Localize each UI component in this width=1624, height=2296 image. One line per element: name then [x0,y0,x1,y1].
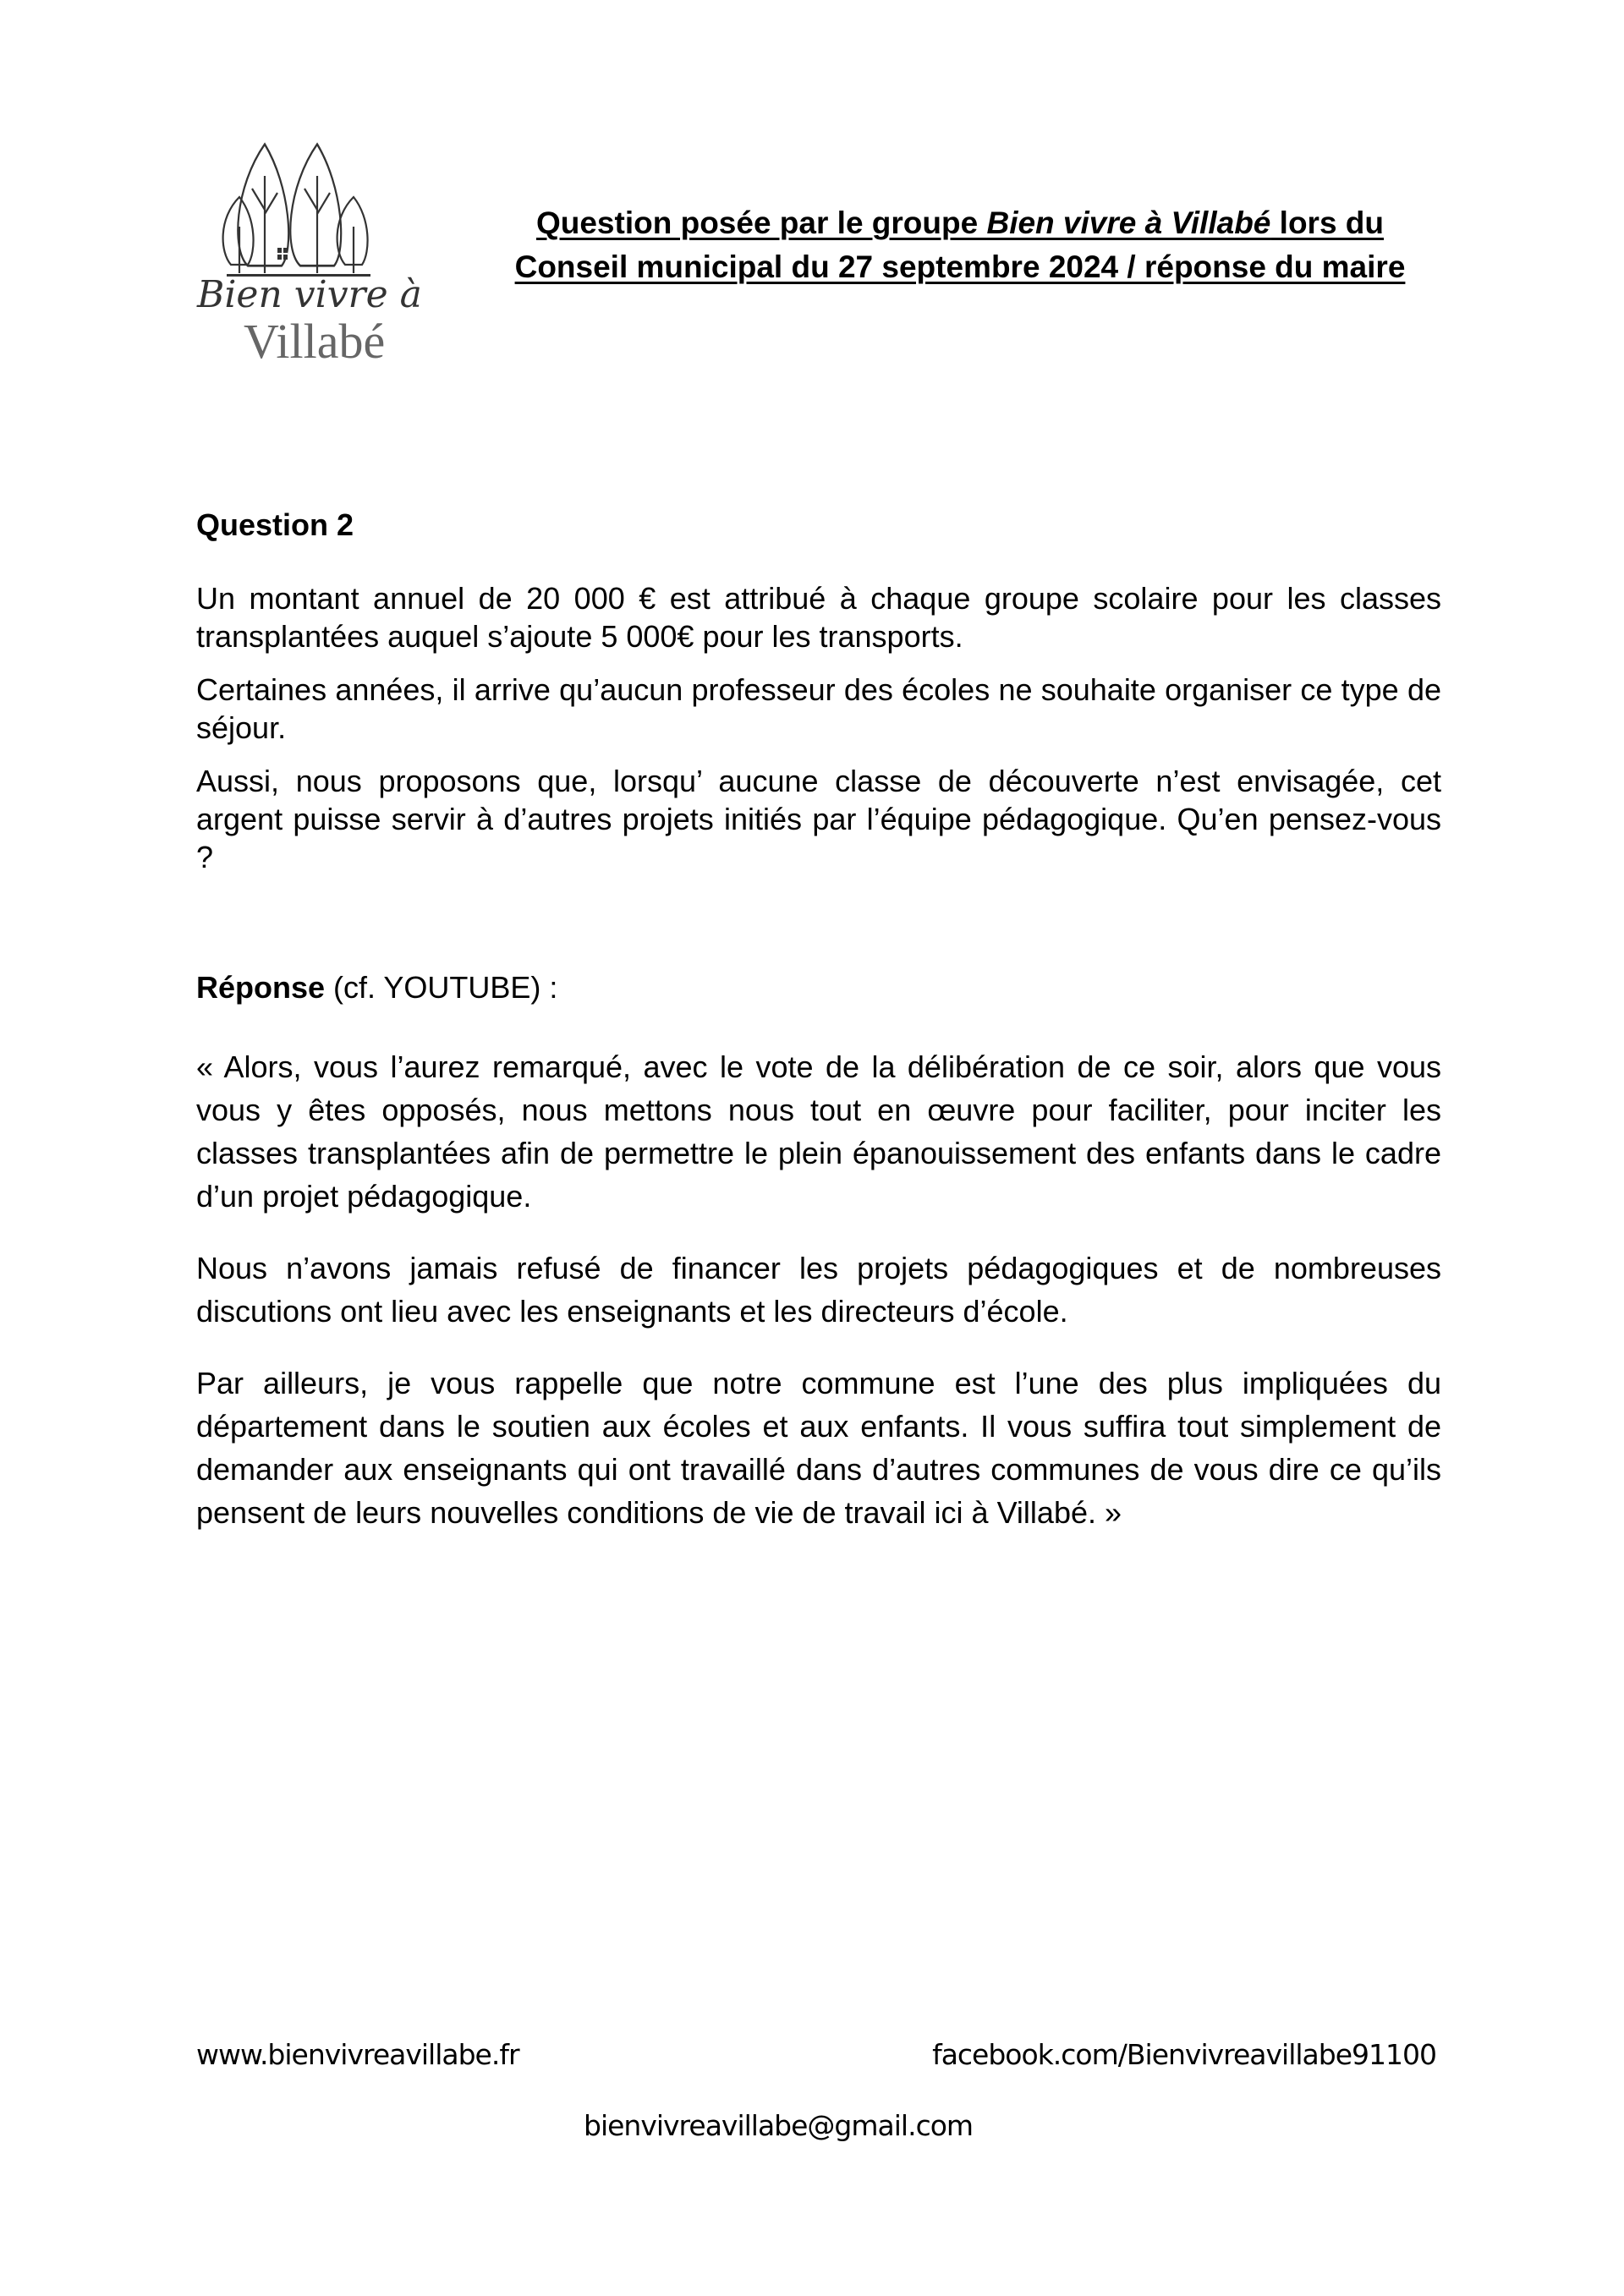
email-link[interactable]: bienvivreavillabe@gmail.com [584,2109,974,2142]
facebook-link[interactable]: facebook.com/Bienvivreavillabe91100 [932,2038,1436,2071]
document-title: Question posée par le groupe Bien vivre à Villabé lors du Conseil municipal du 27 septembre 2024 / réponse du maire [514,205,1406,284]
response-paragraph: « Alors, vous l’aurez remarqué, avec le vote de la délibération de ce soir, alors que vous vous y êtes opposés, nous mettons nous tout en œuvre pour faciliter, pour inciter les classes transplantées afin de permettre le plein épanouissement des enfants dans le cadre d’un projet pédagogique. [196,1049,1441,1214]
svg-text:Bien vivre à: Bien vivre à [197,273,422,316]
svg-text:Villabé: Villabé [244,314,386,366]
response-paragraph: Par ailleurs, je vous rappelle que notre commune est l’une des plus impliquées du département dans le soutien aux écoles et aux enfants. Il vous suffira tout simplement de demander aux enseignants qui ont travaillé dans d’autres communes de vous dire ce qu’ils pensent de leurs nouvelles conditions de vie de travail ici à Villabé. » [196,1366,1441,1530]
response-paragraph: Nous n’avons jamais refusé de financer les projets pédagogiques et de nombreuses discutions ont lieu avec les enseignants et les directeurs d’école. [196,1251,1441,1329]
logo [193,134,464,366]
question-paragraph: Aussi, nous proposons que, lorsqu’ aucune classe de découverte n’est envisagée, cet argent puisse servir à d’autres projets initiés par l’équipe pédagogique. Qu’en pensez-vous ? [196,764,1441,874]
website-link[interactable]: www.bienvivreavillabe.fr [196,2038,519,2071]
response-heading: Réponse (cf. YOUTUBE) : [196,970,558,1005]
question-paragraph: Un montant annuel de 20 000 € est attribué à chaque groupe scolaire pour les classes transplantées auquel s’ajoute 5 000€ pour les transports. [196,581,1441,654]
trees-house-logo-icon [193,134,464,366]
question-paragraph: Certaines années, il arrive qu’aucun professeur des écoles ne souhaite organiser ce type de séjour. [196,672,1441,745]
question-heading: Question 2 [196,507,354,542]
